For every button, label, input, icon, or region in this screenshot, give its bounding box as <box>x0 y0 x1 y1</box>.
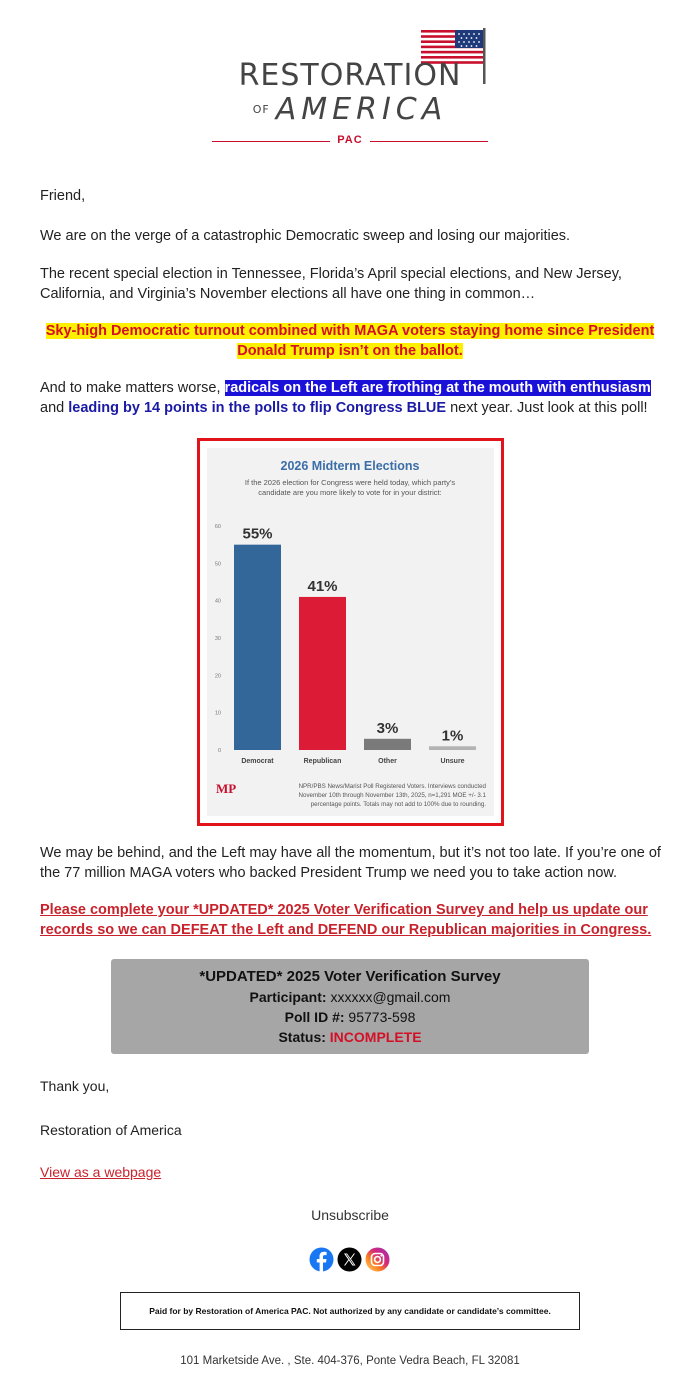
y-tick-label: 20 <box>214 673 221 680</box>
chart-source-line-1: NPR/PBS News/Marist Poll Registered Voters. Interviews conducted <box>298 783 486 790</box>
survey-status-value: INCOMPLETE <box>329 1029 422 1045</box>
survey-status-label: Status: <box>278 1029 326 1045</box>
logo-word-restoration: RESTORATION <box>238 58 462 93</box>
chart-source-logo: MP <box>216 781 237 796</box>
paragraph-1: We are on the verge of a catastrophic Democratic sweep and losing our majorities. <box>40 228 571 244</box>
chart-title: 2026 Midterm Elections <box>280 459 420 473</box>
y-tick-label: 10 <box>214 710 221 717</box>
bar-unsure <box>429 746 476 750</box>
chart-subtitle-line-2: candidate are you more likely to vote for in your district: <box>258 488 442 497</box>
bar-value-label: 1% <box>441 727 464 745</box>
bar-republican <box>299 597 346 750</box>
category-label: Other <box>378 758 397 765</box>
instagram-icon[interactable] <box>365 1247 390 1272</box>
paragraph-4: We may be behind, and the Left may have all the momentum, but it’s not too late. If you’re one of the 77 million MAGA voters who backed President Trump we need you to take action now. <box>40 845 661 881</box>
logo <box>0 0 700 160</box>
y-tick-label: 40 <box>214 598 221 605</box>
chart-subtitle-line-1: If the 2026 election for Congress were held today, which party’s <box>244 478 456 487</box>
social-icons <box>309 1247 391 1273</box>
paragraph-2: The recent special election in Tennessee, Florida’s April special elections, and New Jersey, California, and Virginia’s November elections all have one thing in common… <box>40 266 622 302</box>
signoff-text: Restoration of America <box>40 1122 182 1138</box>
paragraph-3-and: and <box>40 400 65 416</box>
survey-poll-value: 95773-598 <box>348 1009 416 1025</box>
category-label: Democrat <box>241 758 274 765</box>
logo-word-america: AMERICA <box>275 92 448 127</box>
survey-participant-row <box>111 987 589 1007</box>
paragraph-3-highlight: radicals on the Left are frothing at the mouth with enthusiasm <box>224 380 651 396</box>
survey-title: *UPDATED* 2025 Voter Verification Survey <box>199 968 501 985</box>
highlight-paragraph <box>0 321 700 361</box>
chart-source-line-2: November 10th through November 13th, 2025, n=1,291 MOE +/- 3.1 <box>298 792 486 799</box>
cta-link[interactable] <box>40 900 680 940</box>
chart-source-line-3: percentage points. Totals may not add to 100% due to rounding. <box>310 801 486 808</box>
bar-value-label: 55% <box>242 525 273 543</box>
cta-link-line-1[interactable]: Please complete your *UPDATED* 2025 Voter Verification Survey and help us update our <box>40 902 648 918</box>
disclaimer-box <box>120 1292 580 1330</box>
y-tick-label: 50 <box>214 561 221 568</box>
survey-poll-label: Poll ID #: <box>284 1009 345 1025</box>
y-tick-label: 30 <box>214 636 221 642</box>
survey-poll-row <box>111 1007 589 1027</box>
paragraph-3-pre: And to make matters worse, <box>40 380 221 396</box>
greeting: Friend, <box>40 188 86 204</box>
y-tick-label: 0 <box>217 748 221 754</box>
survey-status-box[interactable] <box>111 959 589 1054</box>
bar-democrat <box>234 545 281 750</box>
poll-chart <box>207 448 494 816</box>
cta-link-line-2[interactable]: records so we can DEFEAT the Left and DEFEND our Republican majorities in Congress. <box>40 922 652 938</box>
survey-status-row <box>111 1027 589 1047</box>
highlight-line-1: Sky-high Democratic turnout combined with MAGA voters staying home since President <box>45 323 655 339</box>
paragraph-3-bold: leading by 14 points in the polls to flip Congress BLUE <box>68 400 447 416</box>
facebook-icon[interactable] <box>309 1247 334 1272</box>
view-as-webpage-link[interactable]: View as a webpage <box>40 1164 162 1180</box>
x-icon[interactable] <box>337 1247 362 1272</box>
disclaimer-text: Paid for by Restoration of America PAC. Not authorized by any candidate or candidate’s committee. <box>149 1306 551 1316</box>
logo-pac <box>212 134 488 148</box>
survey-participant-value: xxxxxx@gmail.com <box>330 989 451 1005</box>
logo-pac-text: PAC <box>337 134 363 146</box>
thanks-text: Thank you, <box>40 1078 110 1094</box>
paragraph-3 <box>40 378 670 418</box>
poll-image-frame <box>197 438 504 826</box>
logo-row-of-america <box>210 92 490 127</box>
category-label: Republican <box>303 758 342 765</box>
paragraph-3-post: next year. Just look at this poll! <box>450 400 648 416</box>
bar-other <box>364 739 411 750</box>
mailing-address: 101 Marketside Ave. , Ste. 404-376, Ponte Vedra Beach, FL 32081 <box>180 1355 520 1367</box>
bar-value-label: 41% <box>307 577 338 595</box>
highlight-line-2: Donald Trump isn’t on the ballot. <box>237 343 463 359</box>
unsubscribe-link[interactable]: Unsubscribe <box>311 1207 389 1223</box>
category-label: Unsure <box>440 758 465 765</box>
logo-word-of: OF <box>252 103 270 116</box>
y-tick-label: 60 <box>214 524 221 530</box>
poll-chart-svg <box>207 448 494 816</box>
survey-participant-label: Participant: <box>249 989 327 1005</box>
bar-value-label: 3% <box>376 719 399 737</box>
